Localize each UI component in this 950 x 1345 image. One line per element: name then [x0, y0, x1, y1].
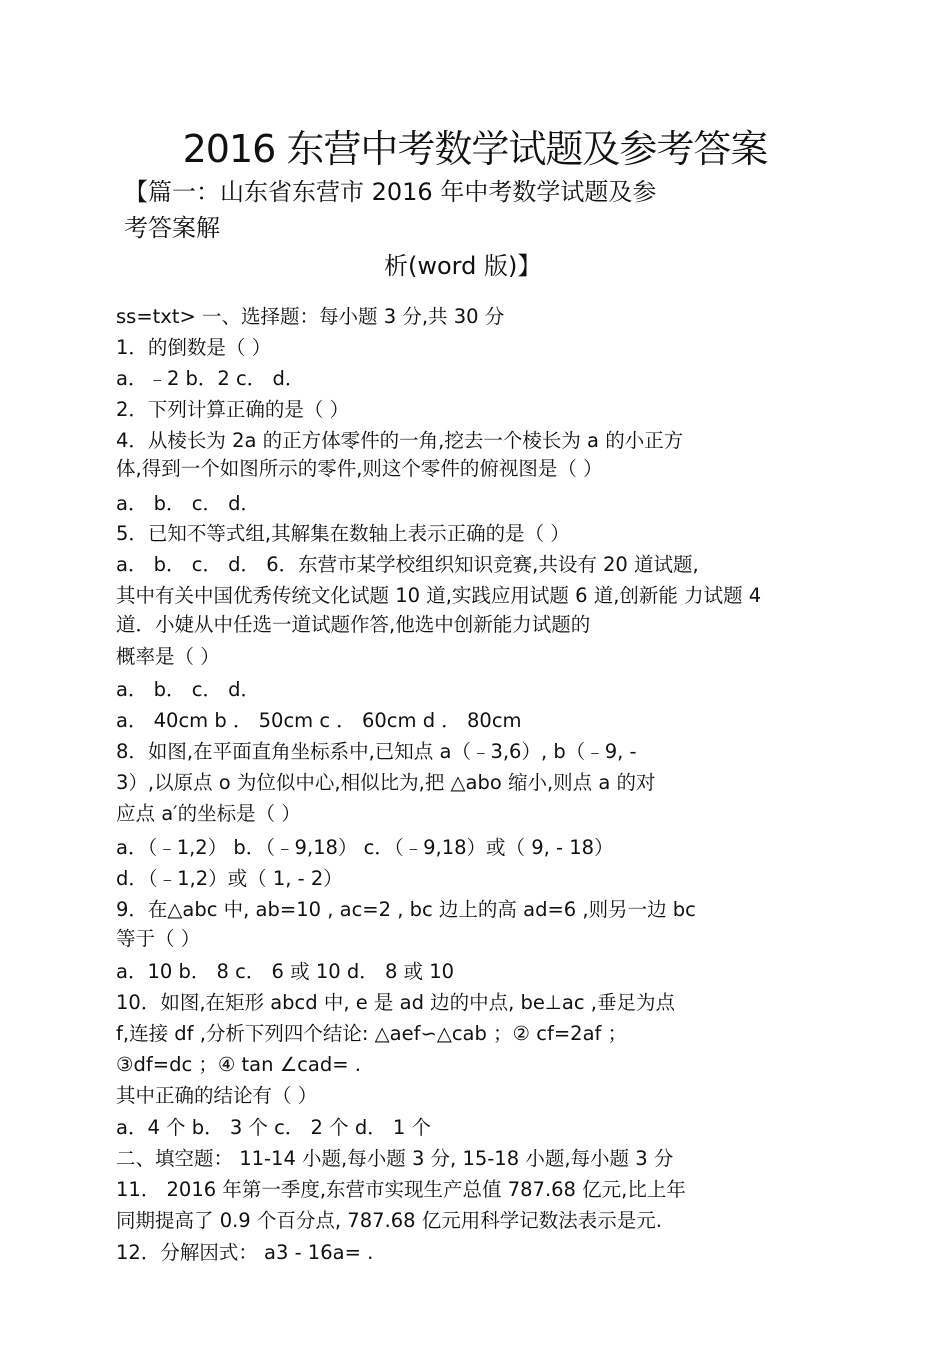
body-line: a．（﹣1,2） b．（﹣9,18） c．（﹣9,18）或（ 9, - 18） — [116, 836, 614, 859]
body-line: a． b． c． d． — [116, 492, 261, 515]
body-line: 8．如图,在平面直角坐标系中,已知点 a（﹣3,6）, b（﹣9, - — [116, 740, 637, 763]
body-line: 其中有关中国优秀传统文化试题 10 道,实践应用试题 6 道,创新能 力试题 4 — [116, 584, 762, 607]
body-line: 应点 a′的坐标是（ ） — [116, 802, 301, 825]
subtitle-line-1: 【篇一：山东省东营市 2016 年中考数学试题及参 — [124, 178, 657, 206]
body-line: 其中正确的结论有（ ） — [116, 1084, 318, 1107]
body-line: 概率是（ ） — [116, 645, 220, 668]
body-line: f,连接 df ,分析下列四个结论: △aef∽△cab ；② cf=2af ； — [116, 1022, 628, 1045]
body-line: 3）,以原点 o 为位似中心,相似比为,把 △abo 缩小,则点 a 的对 — [116, 771, 656, 794]
body-line: 11． 2016 年第一季度,东营市实现生产总值 787.68 亿元,比上年 — [116, 1178, 686, 1201]
body-line: 道．小婕从中任选一道试题作答,他选中创新能力试题的 — [116, 613, 591, 636]
body-line: 体,得到一个如图所示的零件,则这个零件的俯视图是（ ） — [116, 457, 603, 480]
body-line: 二、填空题： 11-14 小题,每小题 3 分, 15-18 小题,每小题 3 分 — [116, 1147, 674, 1170]
body-line: ③df=dc ；④ tan ∠cad= . — [116, 1053, 361, 1076]
body-line: 10．如图,在矩形 abcd 中, e 是 ad 边的中点, be⊥ac ,垂足为点 — [116, 991, 675, 1014]
body-line: 5．已知不等式组,其解集在数轴上表示正确的是（ ） — [116, 522, 570, 545]
body-line: a． b． c． d． — [116, 678, 261, 701]
body-line: 12．分解因式： a3 - 16a= . — [116, 1241, 374, 1264]
body-line: d．（﹣1,2）或（ 1, - 2） — [116, 867, 343, 890]
body-line: 2．下列计算正确的是（ ） — [116, 398, 350, 421]
body-line: 4．从棱长为 2a 的正方体零件的一角,挖去一个棱长为 a 的小正方 — [116, 429, 684, 452]
body-line: a．10 b． 8 c． 6 或 10 d． 8 或 10 — [116, 960, 455, 983]
subtitle-line-3: 析(word 版)】 — [384, 252, 542, 280]
body-line: a． b． c． d． 6．东营市某学校组织知识竞赛,共设有 20 道试题, — [116, 553, 699, 576]
body-line: 9．在△abc 中, ab=10 , ac=2 , bc 边上的高 ad=6 ,则另一边 bc — [116, 898, 696, 921]
body-line: 等于（ ） — [116, 927, 201, 950]
body-line: a．﹣2 b．2 c． d． — [116, 367, 305, 390]
document-title: 2016 东营中考数学试题及参考答案 — [182, 127, 768, 171]
body-line: 1．的倒数是（ ） — [116, 336, 272, 359]
body-line: a．4 个 b． 3 个 c． 2 个 d． 1 个 — [116, 1116, 432, 1139]
subtitle-line-2: 考答案解 — [124, 214, 220, 242]
body-line: a． 40cm b ． 50cm c ． 60cm d ． 80cm — [116, 709, 522, 732]
body-line: 同期提高了 0.9 个百分点, 787.68 亿元用科学记数法表示是元. — [116, 1209, 662, 1232]
body-line: ss=txt> 一、选择题：每小题 3 分,共 30 分 — [116, 305, 505, 328]
